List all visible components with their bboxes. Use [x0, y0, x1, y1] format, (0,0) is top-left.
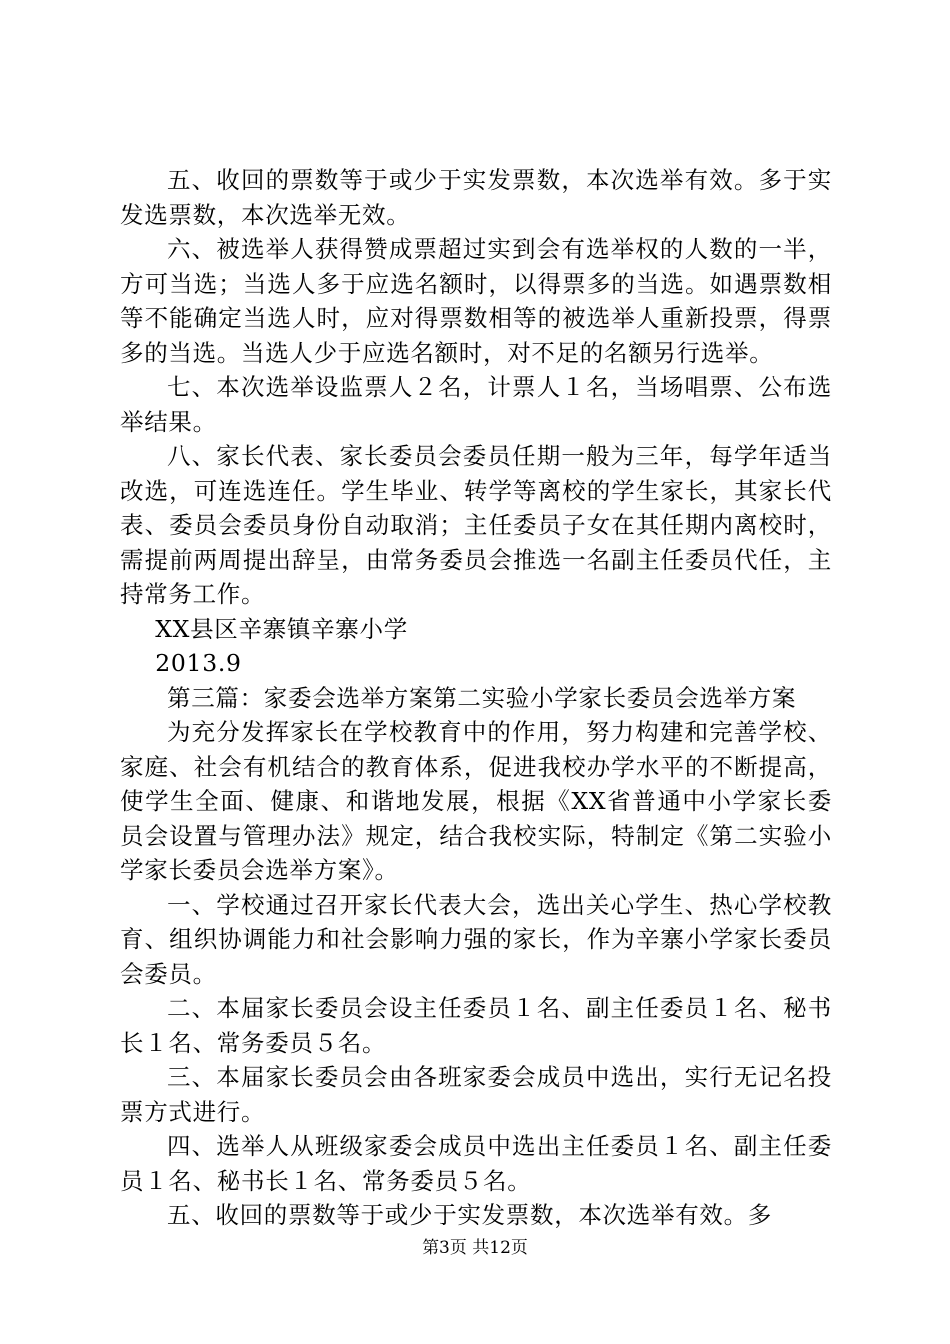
- paragraph-item-8: 八、家长代表、家长委员会委员任期一般为三年，每学年适当改选，可连选连任。学生毕业、转学等离校的学生家长，其家长代表、委员会委员身份自动取消；主任委员子女在其任期内离校时，需提前两周提出辞呈，由常务委员会推选一名副主任委员代任，主持常务工作。: [120, 442, 832, 608]
- paragraph-item-5: 五、收回的票数等于或少于实发票数，本次选举有效。多于实发选票数，本次选举无效。: [120, 166, 832, 229]
- paragraph-item-3: 三、本届家长委员会由各班家委会成员中选出，实行无记名投票方式进行。: [120, 1063, 832, 1126]
- school-name-line: XX县区辛寨镇辛寨小学: [155, 614, 408, 643]
- section-heading: 第三篇：家委会选举方案第二实验小学家长委员会选举方案: [167, 683, 797, 712]
- paragraph-item-4: 四、选举人从班级家委会成员中选出主任委员１名、副主任委员１名、秘书长１名、常务委员５名。: [120, 1132, 832, 1195]
- paragraph-item-5-repeat: 五、收回的票数等于或少于实发票数，本次选举有效。多: [167, 1201, 772, 1229]
- paragraph-item-2: 二、本届家长委员会设主任委员１名、副主任委员１名、秘书长１名、常务委员５名。: [120, 994, 832, 1057]
- paragraph-item-1: 一、学校通过召开家长代表大会，选出关心学生、热心学校教育、组织协调能力和社会影响力强的家长，作为辛寨小学家长委员会委员。: [120, 890, 832, 988]
- paragraph-item-7: 七、本次选举设监票人２名，计票人１名，当场唱票、公布选举结果。: [120, 373, 832, 436]
- paragraph-item-6: 六、被选举人获得赞成票超过实到会有选举权的人数的一半，方可当选；当选人多于应选名额时，以得票多的当选。如遇票数相等不能确定当选人时，应对得票数相等的被选举人重新投票，得票多的当选。当选人少于应选名额时，对不足的名额另行选举。: [120, 235, 832, 367]
- intro-paragraph: 为充分发挥家长在学校教育中的作用，努力构建和完善学校、家庭、社会有机结合的教育体系，促进我校办学水平的不断提高，使学生全面、健康、和谐地发展，根据《XX省普通中小学家长委员会设置与管理办法》规定，结合我校实际，特制定《第二实验小学家长委员会选举方案》。: [120, 718, 832, 884]
- date-line: 2013.9: [155, 649, 242, 677]
- document-body: [120, 163, 832, 1233]
- page-number-footer: 第3页 共12页: [422, 1238, 528, 1258]
